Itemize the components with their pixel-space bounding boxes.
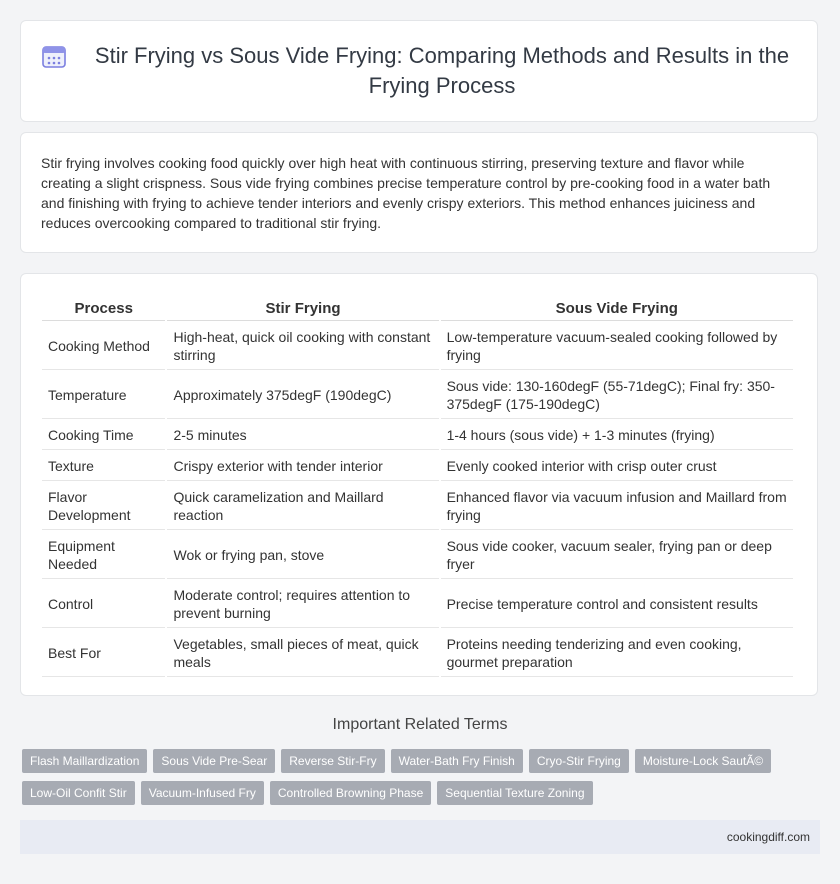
intro-card <box>20 132 818 253</box>
row-label: Cooking Time <box>42 421 165 450</box>
related-terms-heading: Important Related Terms <box>332 716 508 733</box>
term-tag[interactable]: Sequential Texture Zoning <box>437 781 592 805</box>
term-tag[interactable]: Reverse Stir-Fry <box>281 749 384 773</box>
sous-vide-cell: Low-temperature vacuum-sealed cooking followed by frying <box>441 323 793 370</box>
title-row <box>41 41 797 101</box>
table-row <box>42 532 793 579</box>
term-tag[interactable]: Controlled Browning Phase <box>270 781 431 805</box>
row-label: Cooking Method <box>42 323 165 370</box>
page-title: Stir Frying vs Sous Vide Frying: Comparing Methods and Results in the Frying Process <box>94 43 790 98</box>
term-tag[interactable]: Flash Maillardization <box>22 749 147 773</box>
footer-site-link[interactable]: cookingdiff.com <box>726 830 810 844</box>
row-label: Control <box>42 581 165 628</box>
intro-paragraph: Stir frying involves cooking food quickly over high heat with continuous stirring, preserving texture and flavor while creating a slight crispness. Sous vide frying combines precise temperature control by pre-cooking food in a water bath and finishing with frying to achieve tender interiors and evenly crispy exteriors. This method enhances juiciness and reduces overcooking compared to traditional stir frying. <box>41 155 771 231</box>
stir-frying-cell: High-heat, quick oil cooking with constant stirring <box>167 323 438 370</box>
row-label: Flavor Development <box>42 483 165 530</box>
sous-vide-cell: Evenly cooked interior with crisp outer crust <box>441 452 793 481</box>
stir-frying-cell: Wok or frying pan, stove <box>167 532 438 579</box>
row-label: Best For <box>42 630 165 677</box>
stir-frying-cell: Quick caramelization and Maillard reaction <box>167 483 438 530</box>
term-tag[interactable]: Moisture-Lock SautÃ© <box>635 749 771 773</box>
table-header-row <box>42 296 793 321</box>
column-header-sous-vide-frying: Sous Vide Frying <box>441 296 793 321</box>
stir-frying-cell: Approximately 375degF (190degC) <box>167 372 438 419</box>
row-label: Temperature <box>42 372 165 419</box>
stir-frying-cell: Moderate control; requires attention to prevent burning <box>167 581 438 628</box>
sous-vide-cell: Precise temperature control and consistent results <box>441 581 793 628</box>
sous-vide-cell: 1-4 hours (sous vide) + 1-3 minutes (frying) <box>441 421 793 450</box>
sous-vide-cell: Enhanced flavor via vacuum infusion and Maillard from frying <box>441 483 793 530</box>
table-row <box>42 483 793 530</box>
comparison-table <box>40 294 795 679</box>
sous-vide-cell: Sous vide: 130-160degF (55-71degC); Final fry: 350-375degF (175-190degC) <box>441 372 793 419</box>
table-row <box>42 323 793 370</box>
column-header-process: Process <box>42 296 165 321</box>
row-label: Equipment Needed <box>42 532 165 579</box>
stir-frying-cell: Vegetables, small pieces of meat, quick meals <box>167 630 438 677</box>
stir-frying-cell: 2-5 minutes <box>167 421 438 450</box>
row-label: Texture <box>42 452 165 481</box>
table-row <box>42 421 793 450</box>
sous-vide-cell: Sous vide cooker, vacuum sealer, frying pan or deep fryer <box>441 532 793 579</box>
stir-frying-cell: Crispy exterior with tender interior <box>167 452 438 481</box>
related-terms-list <box>22 749 802 813</box>
term-tag[interactable]: Cryo-Stir Frying <box>529 749 629 773</box>
table-row <box>42 630 793 677</box>
term-tag[interactable]: Sous Vide Pre-Sear <box>153 749 275 773</box>
footer-bar <box>20 820 820 854</box>
comparison-card <box>20 273 818 696</box>
title-card <box>20 20 818 122</box>
term-tag[interactable]: Low-Oil Confit Stir <box>22 781 135 805</box>
calendar-icon <box>41 43 67 69</box>
table-row <box>42 452 793 481</box>
column-header-stir-frying: Stir Frying <box>167 296 438 321</box>
table-row <box>42 372 793 419</box>
term-tag[interactable]: Vacuum-Infused Fry <box>141 781 264 805</box>
table-row <box>42 581 793 628</box>
term-tag[interactable]: Water-Bath Fry Finish <box>391 749 523 773</box>
sous-vide-cell: Proteins needing tenderizing and even cooking, gourmet preparation <box>441 630 793 677</box>
